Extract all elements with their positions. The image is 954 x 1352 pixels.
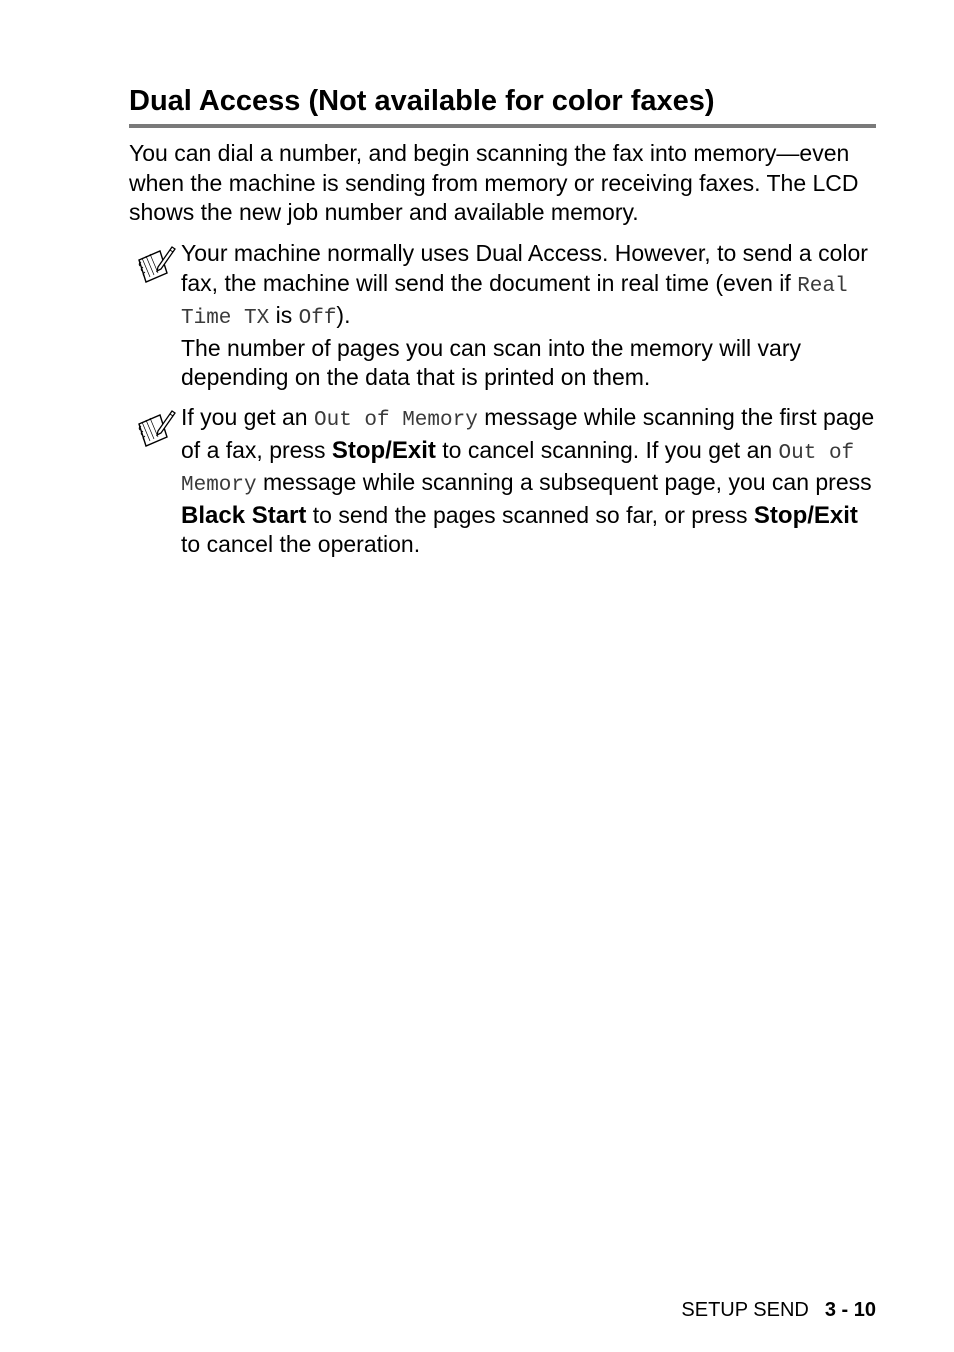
footer-page-number: 3 - 10	[824, 1299, 876, 1321]
key-stop-exit: Stop/Exit	[753, 501, 858, 529]
note2-text-2: message while scanning the first page of a fax, press	[181, 404, 875, 463]
note1-text-end: ).	[336, 302, 351, 328]
note2-text-5: to send the pages scanned so far, or press	[306, 501, 754, 528]
lcd-setting-real-time-tx: Real Time TX	[181, 274, 848, 330]
intro-paragraph: You can dial a number, and begin scanning the fax into memory—even when the machine is sending from memory or receiving faxes. The LCD shows the new job number and available memory.	[129, 140, 859, 225]
note2-text-1: If you get an	[181, 404, 314, 430]
note1-text-start: Your machine normally uses Dual Access. However, to send a color fax, the machine will send the document in real time (even if	[181, 240, 868, 296]
footer-section: SETUP SEND	[681, 1299, 809, 1321]
lcd-value-off: Off	[298, 307, 337, 330]
note2-text-4: message while scanning a subsequent page, you can press	[256, 469, 872, 495]
note1-word-is: is	[269, 302, 299, 328]
title-underline	[129, 124, 876, 128]
lcd-message-out-of-memory: Out of Memory	[313, 409, 478, 432]
key-black-start: Black Start	[181, 501, 307, 529]
note2-text-6: to cancel the operation.	[181, 531, 421, 557]
key-stop-exit: Stop/Exit	[331, 436, 436, 464]
note-pencil-icon	[136, 407, 176, 449]
page-title: Dual Access (Not available for color faxes)	[129, 85, 715, 117]
note-out-of-memory	[136, 403, 876, 560]
page-footer	[681, 1299, 876, 1322]
lcd-message-out-of-memory: Out of Memory	[181, 441, 855, 497]
note-pencil-icon	[136, 243, 176, 285]
note1-second-line: The number of pages you can scan into the memory will vary depending on the data that is printed on them.	[181, 334, 802, 390]
note2-text-3: to cancel scanning. If you get an	[435, 436, 779, 463]
note-dual-access	[136, 239, 876, 393]
